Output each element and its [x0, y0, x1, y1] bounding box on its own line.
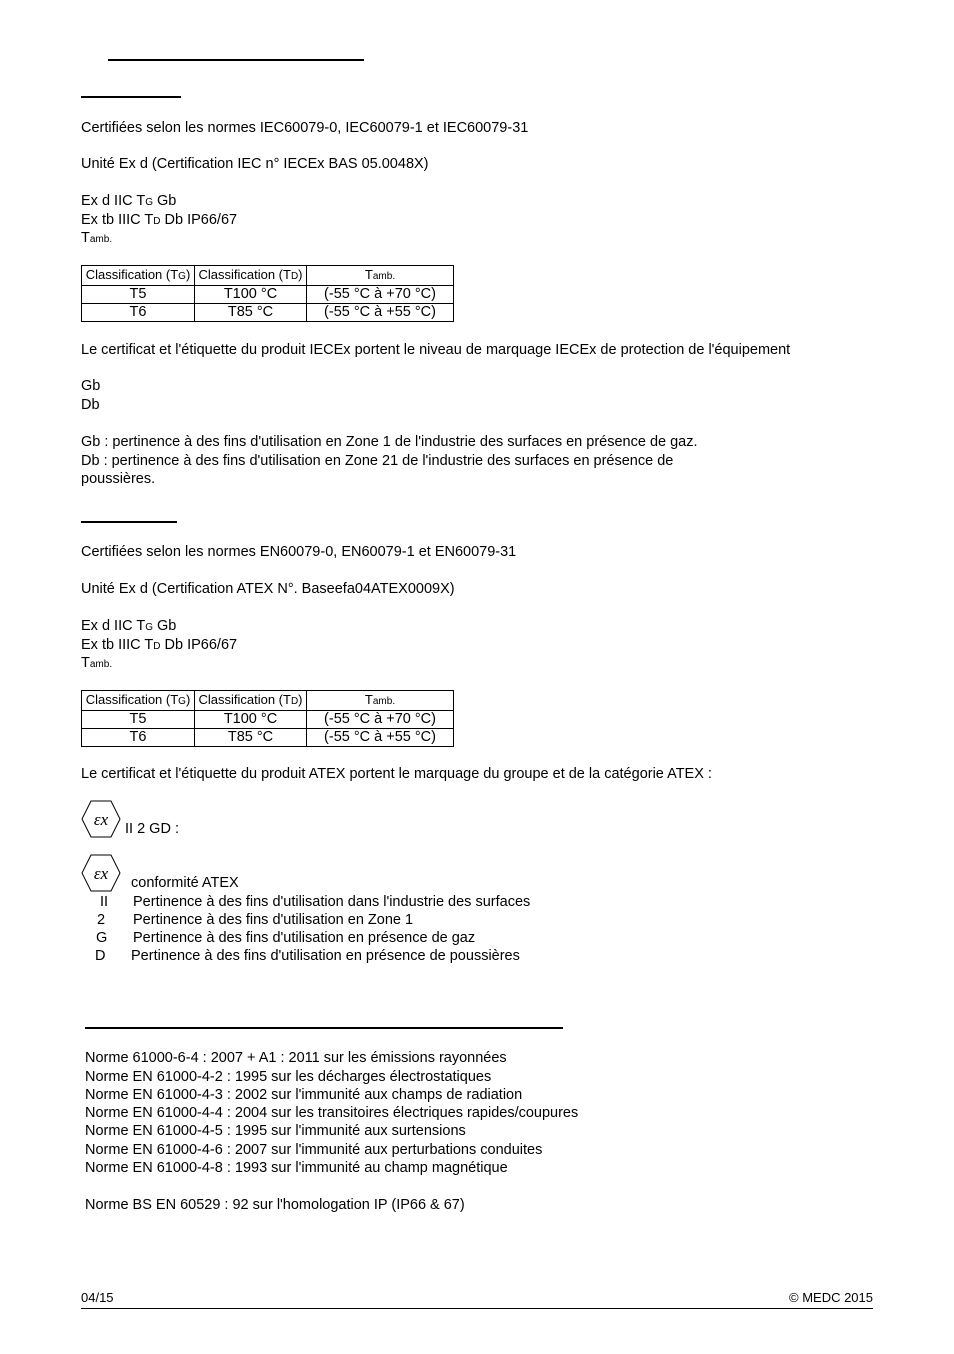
iecex-tamb-sub: amb. [89, 234, 113, 245]
iecex-unit: Unité Ex d (Certification IEC n° IECEx BAS 05.0048X) [81, 156, 429, 172]
atex-group-mark: II 2 GD : [125, 821, 179, 837]
header-sub: G [178, 696, 186, 707]
heading-rule-iecex [81, 96, 181, 98]
atex-marking-dust-end: Db IP66/67 [160, 637, 238, 653]
header-sub: D [290, 271, 299, 282]
legend-text: Pertinence à des fins d'utilisation dans l'industrie des surfaces [133, 894, 531, 910]
table-cell: T6 [82, 729, 195, 747]
ex-hexagon-icon [81, 800, 121, 838]
table-row [82, 286, 454, 304]
iecex-standards: Certifiées selon les normes IEC60079-0, IEC60079-1 et IEC60079-31 [81, 120, 529, 136]
header-end: ) [185, 692, 191, 707]
atex-classification-table [81, 690, 454, 747]
iecex-marking-dust-end: Db IP66/67 [160, 212, 238, 228]
header-sub: amb. [372, 696, 396, 707]
iecex-desc-gb: Gb : pertinence à des fins d'utilisation en Zone 1 de l'industrie des surfaces en présence de gaz. [81, 434, 698, 450]
header-end: ) [298, 692, 303, 707]
table-header-cell [307, 266, 454, 286]
atex-marking-dust-text: Ex tb IIIC T [81, 637, 154, 653]
iecex-desc-db-line1: Db : pertinence à des fins d'utilisation en Zone 21 de l'industrie des surfaces en présence de [81, 453, 674, 469]
iecex-level-gb: Gb [81, 378, 101, 394]
atex-marking-dust-sub: D [153, 641, 161, 652]
table-cell: (-55 °C à +70 °C) [307, 711, 454, 729]
emc-norm: Norme EN 61000-4-8 : 1993 sur l'immunité au champ magnétique [85, 1160, 508, 1176]
header-end: ) [298, 267, 303, 282]
table-header-cell [307, 691, 454, 711]
legend-text: Pertinence à des fins d'utilisation en présence de poussières [131, 948, 520, 964]
heading-rule-top [108, 59, 364, 61]
emc-norm: Norme EN 61000-4-3 : 2002 sur l'immunité aux champs de radiation [85, 1087, 523, 1103]
iecex-level-db: Db [81, 397, 100, 413]
heading-rule-atex [81, 521, 177, 523]
footer-rule [81, 1308, 873, 1309]
atex-tamb [81, 654, 112, 674]
iecex-marking-gas-end: Gb [152, 193, 177, 209]
legend-code: G [96, 930, 108, 946]
table-row [82, 711, 454, 729]
table-cell: T5 [82, 286, 195, 304]
legend-text: Pertinence à des fins d'utilisation en présence de gaz [133, 930, 476, 946]
table-cell: T6 [82, 304, 195, 322]
legend-code: 2 [97, 912, 106, 928]
emc-norm: Norme EN 61000-4-6 : 2007 sur l'immunité aux perturbations conduites [85, 1142, 543, 1158]
iecex-marking-dust-sub: D [153, 216, 161, 227]
table-header-row [82, 266, 454, 286]
header-sub: G [178, 271, 186, 282]
header-sub: D [290, 696, 299, 707]
header-text: T [364, 692, 373, 707]
table-header-cell [82, 691, 195, 711]
iecex-marking-gas [81, 192, 176, 212]
table-header-cell [195, 266, 307, 286]
atex-tamb-sub: amb. [89, 659, 113, 670]
header-end: ) [185, 267, 191, 282]
header-text: T [364, 267, 373, 282]
iecex-marking-dust [81, 211, 237, 231]
atex-marking-gas [81, 617, 176, 637]
table-header-cell [82, 266, 195, 286]
iecex-marking-text: Le certificat et l'étiquette du produit IECEx portent le niveau de marquage IECEx de protection de l'équipement [81, 342, 791, 358]
iecex-desc-db-line2: poussières. [81, 471, 156, 487]
atex-marking-text: Le certificat et l'étiquette du produit ATEX portent le marquage du groupe et de la catégorie ATEX : [81, 766, 712, 782]
atex-standards: Certifiées selon les normes EN60079-0, EN60079-1 et EN60079-31 [81, 544, 517, 560]
emc-norm: Norme EN 61000-4-2 : 1995 sur les décharges électrostatiques [85, 1069, 492, 1085]
table-header-row [82, 691, 454, 711]
ip-norm: Norme BS EN 60529 : 92 sur l'homologation IP (IP66 & 67) [85, 1197, 465, 1213]
table-row [82, 729, 454, 747]
header-text: Classification (T [85, 267, 179, 282]
table-cell: (-55 °C à +55 °C) [307, 304, 454, 322]
footer-copyright: © MEDC 2015 [789, 1290, 873, 1305]
iecex-marking-gas-text: Ex d IIC T [81, 193, 146, 209]
legend-code: D [95, 948, 106, 964]
emc-norm: Norme EN 61000-4-4 : 2004 sur les transitoires électriques rapides/coupures [85, 1105, 579, 1121]
atex-unit: Unité Ex d (Certification ATEX N°. Baseefa04ATEX0009X) [81, 581, 455, 597]
iecex-marking-gas-sub: G [145, 197, 153, 208]
table-cell: T100 °C [195, 711, 307, 729]
table-cell: T5 [82, 711, 195, 729]
header-text: Classification (T [198, 267, 291, 282]
atex-marking-gas-end: Gb [152, 618, 177, 634]
atex-marking-gas-text: Ex d IIC T [81, 618, 146, 634]
emc-norm: Norme 61000-6-4 : 2007 + A1 : 2011 sur les émissions rayonnées [85, 1050, 507, 1066]
header-sub: amb. [372, 271, 396, 282]
table-cell: T85 °C [195, 304, 307, 322]
ex-hexagon-icon [81, 854, 121, 892]
header-text: Classification (T [85, 692, 179, 707]
table-cell: (-55 °C à +55 °C) [307, 729, 454, 747]
iecex-marking-dust-text: Ex tb IIIC T [81, 212, 154, 228]
footer-date: 04/15 [81, 1290, 114, 1305]
iecex-tamb [81, 229, 112, 249]
ex-symbol-text: εx [93, 810, 109, 829]
heading-rule-emc [85, 1027, 563, 1029]
header-text: Classification (T [198, 692, 291, 707]
iecex-tamb-t: T [81, 230, 90, 246]
iecex-classification-table [81, 265, 454, 322]
table-header-cell [195, 691, 307, 711]
legend-code: II [100, 894, 109, 910]
table-cell: T85 °C [195, 729, 307, 747]
table-row [82, 304, 454, 322]
atex-tamb-t: T [81, 655, 90, 671]
legend-text: Pertinence à des fins d'utilisation en Zone 1 [133, 912, 414, 928]
atex-legend-title: conformité ATEX [131, 875, 239, 891]
emc-norm: Norme EN 61000-4-5 : 1995 sur l'immunité aux surtensions [85, 1123, 466, 1139]
atex-marking-dust [81, 636, 237, 656]
atex-marking-gas-sub: G [145, 622, 153, 633]
table-cell: (-55 °C à +70 °C) [307, 286, 454, 304]
table-cell: T100 °C [195, 286, 307, 304]
ex-symbol-text: εx [93, 864, 109, 883]
